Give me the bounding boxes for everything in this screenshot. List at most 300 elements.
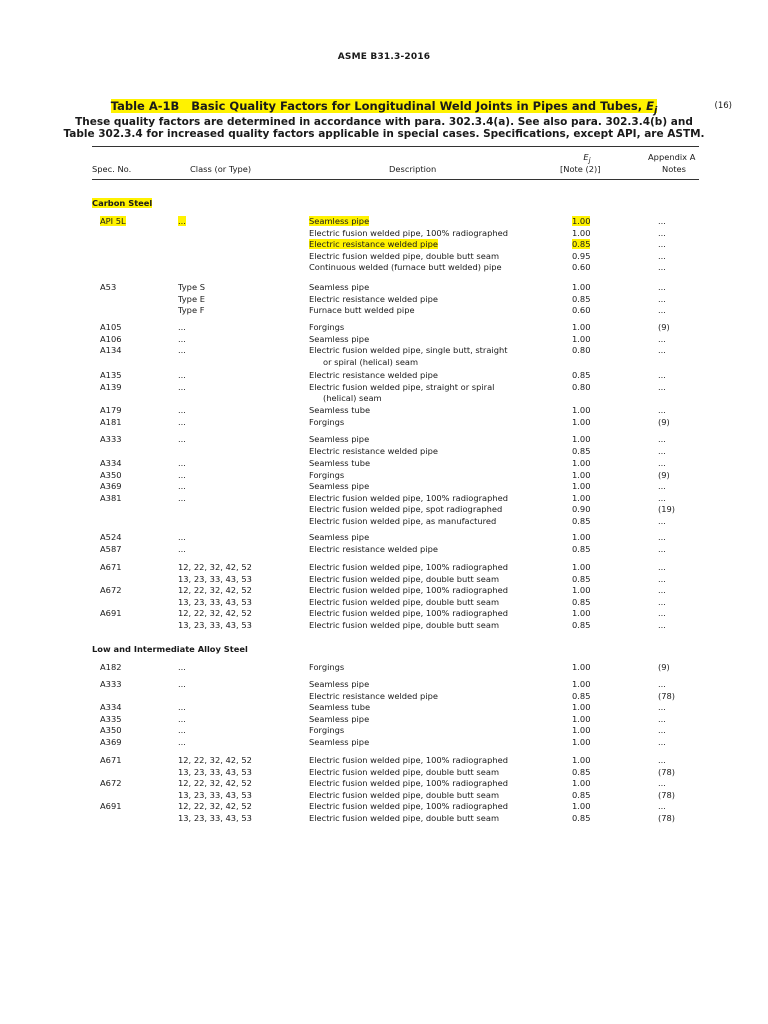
block-0-ej-column [572, 216, 590, 274]
cell-notes: ... [658, 801, 666, 812]
cell-spec [100, 393, 122, 405]
subtitle-line-2: Table 302.3.4 for increased quality factors applicable in special cases. Specifications, except API, are ASTM. [63, 128, 705, 140]
cell-desc: Seamless pipe [309, 736, 370, 747]
cell-desc: Electric fusion welded pipe, double butt seam [309, 250, 500, 261]
cell-desc: Electric fusion welded pipe, as manufactured [309, 515, 497, 526]
cell-spec: A350 [100, 725, 122, 736]
cell-ej: 1.00 [572, 469, 591, 480]
block-6-desc-column [309, 458, 508, 528]
cell-desc: Continuous welded (furnace butt welded) pipe [309, 262, 502, 273]
cell-ej: 0.60 [572, 305, 591, 316]
cell-notes [658, 393, 666, 405]
block-10-cls-column [178, 679, 186, 702]
cell-ej: 1.00 [572, 778, 591, 789]
cell-ej: 1.00 [572, 333, 591, 344]
cell-ej: 1.00 [572, 227, 591, 238]
cell-ej: 1.00 [572, 216, 591, 226]
cell-cls: ... [178, 322, 186, 332]
cell-cls: 13, 23, 33, 43, 53 [178, 812, 252, 823]
cell-cls: ... [178, 345, 186, 356]
cell-notes: ... [658, 596, 666, 607]
cell-desc: Forgings [309, 469, 345, 480]
cell-notes: (78) [658, 812, 676, 823]
block-11-cls-column [178, 702, 186, 748]
cell-desc: Seamless tube [309, 405, 371, 415]
cell-spec: A334 [100, 702, 122, 712]
cell-notes: ... [658, 725, 666, 736]
cell-desc: Forgings [309, 322, 345, 332]
cell-desc: Electric resistance welded pipe [309, 239, 438, 250]
cell-notes: ... [658, 239, 666, 250]
cell-spec [100, 504, 122, 516]
cell-notes [658, 357, 670, 369]
cell-cls: ... [178, 736, 186, 747]
block-7-cls-column [178, 532, 186, 555]
cell-spec: A139 [100, 381, 122, 392]
cell-desc: Electric fusion welded pipe, double butt seam [309, 812, 500, 823]
cell-notes: (9) [658, 469, 670, 480]
cell-notes: (78) [658, 690, 676, 701]
block-3-desc-column [309, 370, 494, 405]
cell-ej: 1.00 [572, 755, 591, 765]
cell-spec: A105 [100, 322, 122, 332]
cell-desc: Electric fusion welded pipe, double butt seam [309, 596, 500, 607]
cell-spec: A135 [100, 370, 122, 380]
ej-symbol: E [646, 99, 654, 113]
cell-notes: ... [658, 481, 666, 492]
cell-cls: 12, 22, 32, 42, 52 [178, 608, 252, 619]
cell-ej: 0.85 [572, 370, 591, 380]
cell-spec: A350 [100, 469, 122, 480]
cell-ej: 1.00 [572, 282, 591, 292]
block-11-desc-column [309, 702, 370, 748]
cell-cls: 13, 23, 33, 43, 53 [178, 789, 252, 800]
cell-ej: 0.80 [572, 345, 591, 356]
cell-spec: A53 [100, 282, 117, 292]
cell-notes: ... [658, 216, 666, 226]
cell-cls [178, 691, 186, 703]
cell-spec [100, 446, 122, 458]
block-9-notes-column [658, 662, 670, 674]
cell-ej: 0.85 [572, 293, 591, 304]
block-1-ej-column [572, 282, 590, 317]
block-3-spec-column [100, 370, 122, 405]
cell-cls: Type S [178, 282, 205, 292]
cell-desc: Electric fusion welded pipe, 100% radiographed [309, 585, 509, 596]
cell-notes: ... [658, 492, 666, 503]
cell-notes: ... [658, 434, 666, 444]
cell-notes: ... [658, 282, 666, 292]
block-6-notes-column [658, 458, 675, 528]
block-11-spec-column [100, 702, 122, 748]
cell-spec [100, 574, 122, 586]
block-3-cls-column [178, 370, 186, 405]
block-2-ej-column [572, 322, 590, 368]
cell-cls: ... [178, 469, 186, 480]
block-12-cls-column [178, 755, 252, 825]
cell-ej: 0.85 [572, 596, 591, 607]
cell-notes: ... [658, 713, 666, 724]
cell-cls: ... [178, 532, 186, 542]
cell-spec: A587 [100, 543, 122, 554]
cell-cls: ... [178, 434, 186, 444]
col-header-appendix: Appendix A [648, 152, 696, 162]
cell-ej: 0.85 [572, 543, 591, 554]
cell-cls [178, 504, 186, 516]
cell-ej: 1.00 [572, 434, 591, 444]
cell-ej: 0.60 [572, 262, 591, 273]
cell-cls: 12, 22, 32, 42, 52 [178, 778, 252, 789]
cell-desc: Electric fusion welded pipe, double butt seam [309, 789, 500, 800]
cell-notes: ... [658, 679, 666, 689]
cell-spec [100, 597, 122, 609]
cell-ej: 0.85 [572, 690, 591, 701]
cell-ej: 1.00 [572, 458, 591, 468]
cell-notes: ... [658, 562, 666, 572]
cell-spec: A381 [100, 492, 122, 503]
cell-cls: 12, 22, 32, 42, 52 [178, 755, 252, 765]
cell-spec [100, 305, 116, 317]
block-10-desc-column [309, 679, 438, 702]
cell-ej: 1.00 [572, 702, 591, 712]
block-5-desc-column [309, 434, 438, 457]
cell-desc: Electric fusion welded pipe, double butt seam [309, 619, 500, 630]
cell-cls: 13, 23, 33, 43, 53 [178, 619, 252, 630]
cell-spec [100, 516, 122, 528]
cell-ej: 0.95 [572, 250, 591, 261]
cell-cls: ... [178, 662, 186, 672]
cell-spec: A671 [100, 755, 122, 765]
block-4-desc-column [309, 405, 370, 428]
block-3-ej-column [572, 370, 590, 405]
block-10-ej-column [572, 679, 590, 702]
block-11-ej-column [572, 702, 590, 748]
cell-ej: 0.85 [572, 619, 591, 630]
cell-ej: 1.00 [572, 416, 591, 427]
cell-ej: 0.85 [572, 766, 591, 777]
block-8-spec-column [100, 562, 122, 632]
block-8-desc-column [309, 562, 508, 632]
running-header: ASME B31.3-2016 [337, 52, 431, 62]
cell-notes: ... [658, 445, 666, 456]
cell-cls: ... [178, 543, 186, 554]
cell-spec: A134 [100, 345, 122, 356]
cell-desc: Forgings [309, 725, 345, 736]
section-alloy-steel: Low and Intermediate Alloy Steel [92, 644, 248, 654]
cell-notes: ... [658, 262, 666, 273]
block-9-cls-column [178, 662, 186, 674]
block-11-notes-column [658, 702, 666, 748]
cell-notes: ... [658, 227, 666, 238]
block-5-spec-column [100, 434, 122, 457]
cell-notes: ... [658, 250, 666, 261]
cell-ej: 0.85 [572, 445, 591, 456]
section-carbon-steel [92, 198, 152, 210]
cell-desc: Electric fusion welded pipe, 100% radiographed [309, 801, 509, 812]
cell-desc: Electric fusion welded pipe, 100% radiographed [309, 227, 509, 238]
block-1-notes-column [658, 282, 666, 317]
cell-cls: 13, 23, 33, 43, 53 [178, 573, 252, 584]
block-2-desc-column [309, 322, 508, 368]
cell-desc: Electric fusion welded pipe, double butt seam [309, 766, 500, 777]
cell-notes: ... [658, 778, 666, 789]
cell-notes: ... [658, 532, 666, 542]
block-1-cls-column [178, 282, 205, 317]
cell-cls: ... [178, 679, 186, 689]
cell-cls: 12, 22, 32, 42, 52 [178, 562, 252, 572]
cell-notes: (78) [658, 766, 676, 777]
block-8-ej-column [572, 562, 590, 632]
cell-spec: A369 [100, 736, 122, 747]
block-0-spec-column [100, 216, 126, 228]
cell-desc: Electric fusion welded pipe, 100% radiographed [309, 608, 509, 619]
cell-cls: ... [178, 713, 186, 724]
cell-cls: ... [178, 725, 186, 736]
block-7-desc-column [309, 532, 438, 555]
header-bottom-rule [92, 179, 699, 180]
block-1-spec-column [100, 282, 116, 317]
cell-spec: A106 [100, 333, 122, 344]
cell-spec: A333 [100, 434, 122, 444]
cell-notes: ... [658, 608, 666, 619]
block-7-ej-column [572, 532, 590, 555]
cell-desc: Forgings [309, 416, 345, 427]
cell-desc: Seamless pipe [309, 679, 370, 689]
col-header-notes: Notes [662, 164, 686, 174]
cell-cls: ... [178, 405, 186, 415]
cell-desc: Electric resistance welded pipe [309, 690, 438, 701]
cell-spec: A182 [100, 662, 122, 672]
cell-spec [100, 813, 122, 825]
cell-cls: 13, 23, 33, 43, 53 [178, 596, 252, 607]
cell-ej [572, 357, 590, 369]
col-header-ej-note: [Note (2)] [560, 164, 601, 174]
cell-spec [100, 691, 122, 703]
cell-cls: ... [178, 416, 186, 427]
block-9-ej-column [572, 662, 590, 674]
cell-notes: ... [658, 345, 666, 356]
cell-ej: 1.00 [572, 725, 591, 736]
table-title [0, 99, 768, 116]
cell-desc: Electric resistance welded pipe [309, 445, 438, 456]
cell-notes: ... [658, 405, 666, 415]
cell-ej: 1.00 [572, 662, 591, 672]
block-3-notes-column [658, 370, 666, 405]
cell-notes: ... [658, 305, 666, 316]
block-4-ej-column [572, 405, 590, 428]
cell-ej: 1.00 [572, 801, 591, 812]
cell-ej: 1.00 [572, 608, 591, 619]
cell-ej: 1.00 [572, 713, 591, 724]
block-12-ej-column [572, 755, 590, 825]
cell-cls: ... [178, 458, 186, 468]
cell-ej: 0.80 [572, 381, 591, 392]
cell-ej: 0.85 [572, 239, 591, 250]
block-6-cls-column [178, 458, 186, 528]
cell-notes: ... [658, 755, 666, 765]
cell-desc: Electric resistance welded pipe [309, 293, 438, 304]
cell-desc: Seamless pipe [309, 434, 370, 444]
cell-desc: Electric fusion welded pipe, 100% radiographed [309, 755, 509, 765]
cell-spec: A691 [100, 608, 122, 619]
block-2-spec-column [100, 322, 122, 368]
cell-desc: Seamless pipe [309, 713, 370, 724]
block-0-notes-column [658, 216, 666, 274]
cell-desc: Seamless tube [309, 702, 371, 712]
cell-cls: Type F [178, 305, 205, 316]
cell-cls: ... [178, 333, 186, 344]
cell-ej: 0.85 [572, 573, 591, 584]
cell-spec: API 5L [100, 216, 126, 226]
cell-ej: 1.00 [572, 679, 591, 689]
cell-ej [572, 393, 590, 405]
cell-desc: Electric fusion welded pipe, 100% radiographed [309, 778, 509, 789]
cell-spec [100, 620, 122, 632]
cell-ej: 1.00 [572, 492, 591, 503]
col-header-description: Description [389, 164, 437, 174]
cell-desc: Electric resistance welded pipe [309, 543, 438, 554]
cell-spec [100, 790, 122, 802]
cell-cls: ... [178, 370, 186, 380]
cell-cls: ... [178, 216, 186, 226]
cell-desc: Seamless tube [309, 458, 371, 468]
cell-cls: 12, 22, 32, 42, 52 [178, 801, 252, 812]
block-12-spec-column [100, 755, 122, 825]
cell-notes: ... [658, 515, 666, 526]
cell-cls [178, 357, 186, 369]
cell-desc: Electric fusion welded pipe, spot radiographed [309, 504, 503, 515]
edition-tag: (16) [714, 101, 732, 111]
cell-ej: 0.90 [572, 504, 591, 515]
block-12-notes-column [658, 755, 675, 825]
block-5-ej-column [572, 434, 590, 457]
cell-desc: Electric resistance welded pipe [309, 370, 438, 380]
cell-notes: ... [658, 333, 666, 344]
cell-notes: ... [658, 619, 666, 630]
block-0-cls-column [178, 216, 186, 228]
cell-notes: (9) [658, 416, 670, 427]
cell-notes: (9) [658, 662, 670, 672]
table-id: Table A-1B [110, 99, 180, 113]
cell-desc: Electric fusion welded pipe, 100% radiographed [309, 562, 509, 572]
cell-ej: 0.85 [572, 789, 591, 800]
cell-spec: A672 [100, 778, 122, 789]
cell-cls: ... [178, 381, 186, 392]
cell-spec: A333 [100, 679, 122, 689]
cell-desc: Seamless pipe [309, 216, 370, 226]
cell-cls [178, 393, 186, 405]
cell-ej: 1.00 [572, 405, 591, 415]
table-top-rule [92, 146, 699, 147]
block-0-desc-column [309, 216, 508, 274]
cell-notes: ... [658, 381, 666, 392]
block-1-desc-column [309, 282, 438, 317]
cell-notes: ... [658, 573, 666, 584]
cell-spec: A179 [100, 405, 122, 415]
block-2-notes-column [658, 322, 670, 368]
cell-desc: Furnace butt welded pipe [309, 305, 415, 316]
block-8-notes-column [658, 562, 666, 632]
cell-spec: A334 [100, 458, 122, 468]
cell-desc: Forgings [309, 662, 345, 672]
cell-ej: 1.00 [572, 585, 591, 596]
cell-notes: ... [658, 543, 666, 554]
cell-spec: A335 [100, 713, 122, 724]
subtitle-line-1: These quality factors are determined in accordance with para. 302.3.4(a). See also para. 302.3.4(b) and [75, 116, 693, 128]
cell-notes: ... [658, 370, 666, 380]
cell-ej: 1.00 [572, 322, 591, 332]
cell-cls: 13, 23, 33, 43, 53 [178, 766, 252, 777]
cell-cls: ... [178, 702, 186, 712]
cell-cls: ... [178, 492, 186, 503]
cell-cls: Type E [178, 293, 205, 304]
cell-spec: A524 [100, 532, 122, 542]
block-8-cls-column [178, 562, 252, 632]
block-5-notes-column [658, 434, 666, 457]
cell-cls: 12, 22, 32, 42, 52 [178, 585, 252, 596]
cell-desc: or spiral (helical) seam [323, 356, 419, 367]
cell-spec [100, 767, 122, 779]
block-9-desc-column [309, 662, 344, 674]
cell-spec: A369 [100, 481, 122, 492]
ej-subscript: j [653, 105, 658, 117]
cell-spec: A691 [100, 801, 122, 812]
col-header-class: Class (or Type) [190, 164, 252, 174]
block-5-cls-column [178, 434, 186, 457]
cell-spec: A672 [100, 585, 122, 596]
cell-ej: 1.00 [572, 532, 591, 542]
block-12-desc-column [309, 755, 508, 825]
cell-notes: ... [658, 293, 666, 304]
cell-ej: 1.00 [572, 736, 591, 747]
cell-spec [100, 357, 122, 369]
block-4-spec-column [100, 405, 122, 428]
col-header-ej-symbol: E [583, 152, 589, 162]
col-header-ej-sub: j [588, 156, 591, 165]
cell-cls: ... [178, 481, 186, 492]
cell-spec: A671 [100, 562, 122, 572]
cell-notes: (78) [658, 789, 676, 800]
block-10-notes-column [658, 679, 675, 702]
cell-ej: 1.00 [572, 562, 591, 572]
cell-cls [178, 516, 186, 528]
block-6-ej-column [572, 458, 590, 528]
block-4-notes-column [658, 405, 670, 428]
block-2-cls-column [178, 322, 186, 368]
cell-desc: Electric fusion welded pipe, straight or spiral [309, 381, 495, 392]
cell-desc: Seamless pipe [309, 333, 370, 344]
block-4-cls-column [178, 405, 186, 428]
cell-desc: (helical) seam [323, 393, 382, 404]
cell-ej: 0.85 [572, 515, 591, 526]
cell-notes: ... [658, 736, 666, 747]
cell-spec: A181 [100, 416, 122, 427]
block-10-spec-column [100, 679, 122, 702]
table-title-text: Basic Quality Factors for Longitudinal Weld Joints in Pipes and Tubes, [191, 99, 647, 113]
block-7-notes-column [658, 532, 666, 555]
block-7-spec-column [100, 532, 122, 555]
cell-notes: (19) [658, 504, 676, 515]
cell-desc: Electric fusion welded pipe, single butt, straight [309, 345, 508, 356]
cell-notes: (9) [658, 322, 670, 332]
cell-desc: Seamless pipe [309, 532, 370, 542]
cell-cls [178, 446, 186, 458]
cell-desc: Seamless pipe [309, 481, 370, 492]
cell-ej: 1.00 [572, 481, 591, 492]
section-carbon-steel-label: Carbon Steel [92, 198, 153, 208]
col-header-spec: Spec. No. [92, 164, 132, 174]
cell-notes: ... [658, 702, 666, 712]
